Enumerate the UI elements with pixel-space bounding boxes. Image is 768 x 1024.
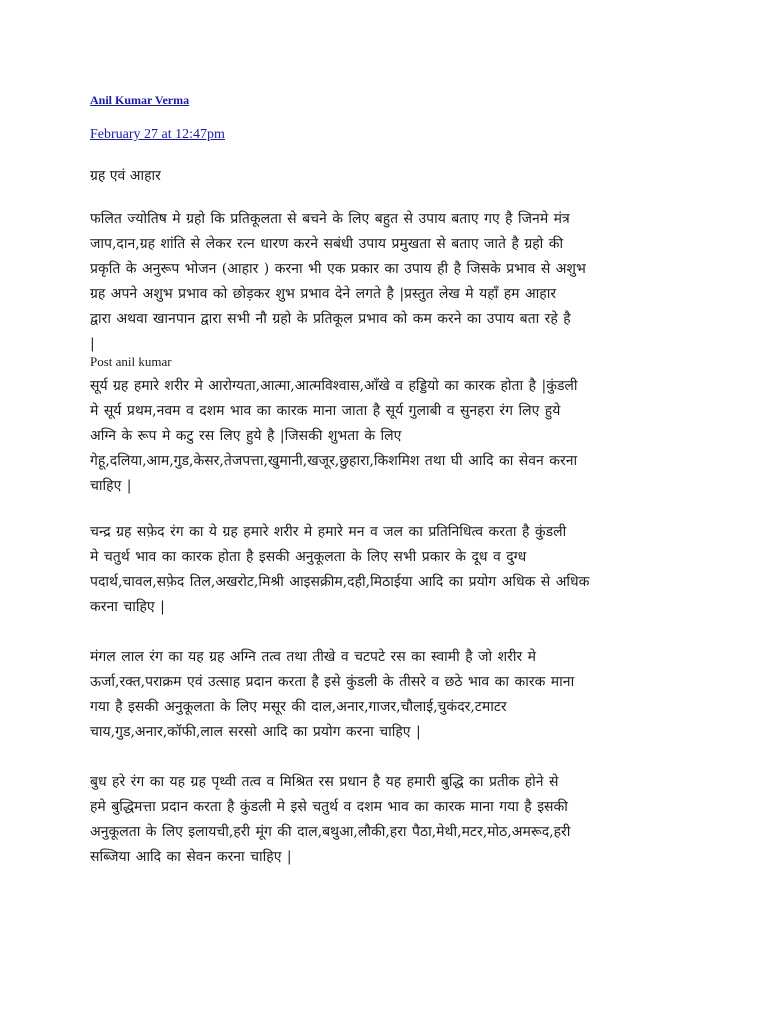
text-line: सब्जिया आदि का सेवन करना चाहिए | [90,849,292,865]
date-link[interactable]: February 27 at 12:47pm [90,127,225,142]
text-line: अनुकूलता के लिए इलायची,हरी मूंग की दाल,बथुआ,लौकी,हरा पैठा,मेथी,मटर,मोठ,अमरूद,हरी [90,824,571,840]
text-line: ग्रह अपने अशुभ प्रभाव को छोड़कर शुभ प्रभाव देने लगते है |प्रस्तुत लेख मे यहाँ हम आहार [90,286,557,302]
intro-paragraph [90,207,690,357]
text-line: करना चाहिए | [90,599,165,615]
mangal-paragraph [90,645,690,745]
article-title: ग्रह एवं आहार [90,168,161,184]
text-line: चन्द्र ग्रह सफ़ेद रंग का ये ग्रह हमारे शरीर मे हमारे मन व जल का प्रतिनिधित्व करता है कुंडली [90,524,567,540]
text-line: चाय,गुड,अनार,कॉफी,लाल सरसो आदि का प्रयोग करना चाहिए | [90,724,421,740]
text-line: गया है इसकी अनुकूलता के लिए मसूर की दाल,अनार,गाजर,चौलाई,चुकंदर,टमाटर [90,699,507,715]
text-line: जाप,दान,ग्रह शांति से लेकर रत्न धारण करने सबंधी उपाय प्रमुखता से बताए जाते है ग्रहो की [90,236,564,252]
text-line: मे सूर्य प्रथम,नवम व दशम भाव का कारक माना जाता है सूर्य गुलाबी व सुनहरा रंग लिए हुये [90,403,561,419]
author-link[interactable]: Anil Kumar Verma [90,93,190,107]
text-line: चाहिए | [90,478,132,494]
text-line: | [90,336,95,352]
chandra-paragraph [90,520,690,620]
text-line: बुध हरे रंग का यह ग्रह पृथ्वी तत्व व मिश्रित रस प्रधान है यह हमारी बुद्धि का प्रतीक होने से [90,774,559,790]
surya-paragraph [90,374,690,499]
post-label: Post anil kumar [90,354,172,369]
text-line: ऊर्जा,रक्त,पराक्रम एवं उत्साह प्रदान करता है इसे कुंडली के तीसरे व छठे भाव का कारक माना [90,674,575,690]
text-line: अग्नि के रूप मे कटु रस लिए हुये है |जिसकी शुभता के लिए [90,428,402,444]
text-line: मे चतुर्थ भाव का कारक होता है इसकी अनुकूलता के लिए सभी प्रकार के दूध व दुग्ध [90,549,527,565]
text-line: मंगल लाल रंग का यह ग्रह अग्नि तत्व तथा तीखे व चटपटे रस का स्वामी है जो शरीर मे [90,649,537,665]
text-line: फलित ज्योतिष मे ग्रहो कि प्रतिकूलता से बचने के लिए बहुत से उपाय बताए गए है जिनमे मंत्र [90,211,570,227]
text-line: प्रकृति के अनुरूप भोजन (आहार ) करना भी एक प्रकार का उपाय ही है जिसके प्रभाव से अशुभ [90,261,586,277]
text-line: पदार्थ,चावल,सफ़ेद तिल,अखरोट,मिश्री आइसक्रीम,दही,मिठाईया आदि का प्रयोग अधिक से अधिक [90,574,590,590]
text-line: हमे बुद्धिमत्ता प्रदान करता है कुंडली मे इसे चतुर्थ व दशम भाव का कारक माना गया है इसकी [90,799,568,815]
budh-paragraph [90,770,690,870]
text-line: द्वारा अथवा खानपान द्वारा सभी नौ ग्रहो के प्रतिकूल प्रभाव को कम करने का उपाय बता रहे है [90,311,571,327]
text-line: गेहू,दलिया,आम,गुड,केसर,तेजपत्ता,खुमानी,खजूर,छुहारा,किशमिश तथा घी आदि का सेवन करना [90,453,578,469]
text-line: सूर्य ग्रह हमारे शरीर मे आरोग्यता,आत्मा,आत्मविश्वास,आँखे व हड्डियो का कारक होता है |कुंडली [90,378,578,394]
